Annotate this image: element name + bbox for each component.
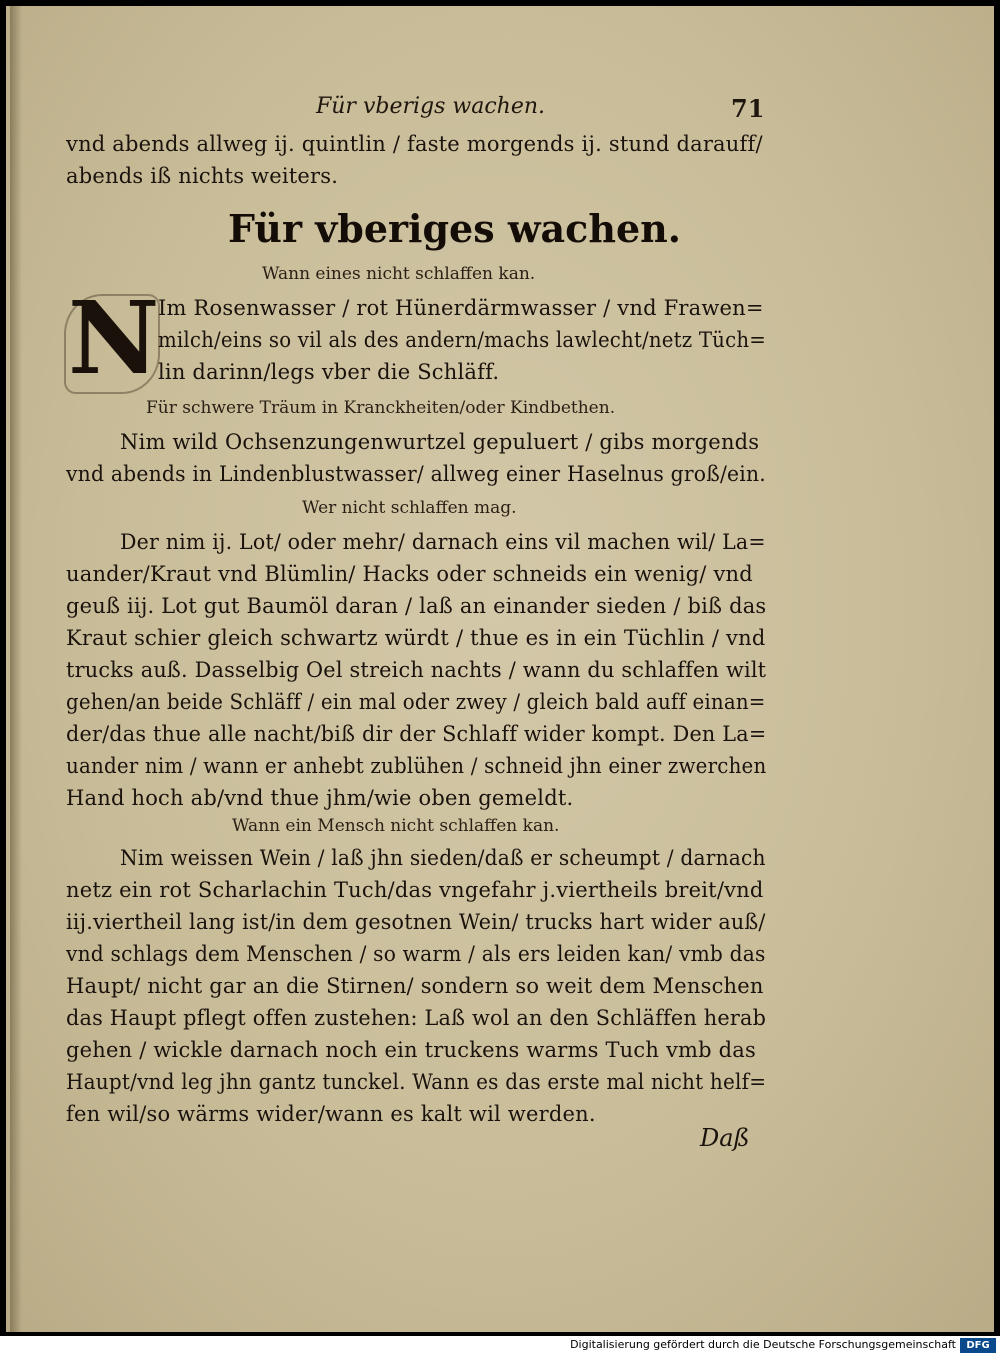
text-line: vnd abends in Lindenblustwasser/ allweg einer Haselnus groß/ein. <box>66 462 766 486</box>
text-line: Nim weissen Wein / laß jhn sieden/daß er scheumpt / darnach <box>120 846 766 870</box>
text-line: lin darinn/legs vber die Schläff. <box>158 360 500 384</box>
text-line: iij.viertheil lang ist/in dem gesotnen Wein/ trucks hart wider auß/ <box>66 910 766 934</box>
text-line: netz ein rot Scharlachin Tuch/das vngefahr j.viertheils breit/vnd <box>66 878 764 902</box>
text-line: Kraut schier gleich schwartz würdt / thue es in ein Tüchlin / vnd <box>66 626 766 650</box>
text-line: Nim wild Ochsenzungenwurtzel gepuluert / gibs morgends <box>120 430 760 454</box>
subheading: Wann ein Mensch nicht schlaffen kan. <box>232 816 560 836</box>
text-line: Der nim ij. Lot/ oder mehr/ darnach eins vil machen wil/ La= <box>120 530 766 554</box>
text-line: der/das thue alle nacht/biß dir der Schlaff wider kompt. Den La= <box>66 722 767 746</box>
text-line: uander nim / wann er anhebt zublühen / schneid jhn einer zwerchen <box>66 754 767 778</box>
dfg-logo-icon: DFG <box>960 1338 996 1353</box>
section-title: Für vberiges wachen. <box>228 206 681 251</box>
text-line: uander/Kraut vnd Blümlin/ Hacks oder schneids ein wenig/ vnd <box>66 562 753 586</box>
running-title: Für vberigs wachen. <box>316 94 546 119</box>
text-line: milch/eins so vil als des andern/machs lawlecht/netz Tüch= <box>158 328 766 352</box>
text-line: fen wil/so wärms wider/wann es kalt wil werden. <box>66 1102 596 1126</box>
text-line: Haupt/vnd leg jhn gantz tunckel. Wann es das erste mal nicht helf= <box>66 1070 767 1094</box>
text-line: vnd abends allweg ij. quintlin / faste morgends ij. stund darauff/ <box>66 132 763 156</box>
footer-credit: Digitalisierung gefördert durch die Deutsche Forschungsgemeinschaft <box>570 1338 956 1351</box>
subheading: Wer nicht schlaffen mag. <box>302 498 517 518</box>
text-line: Haupt/ nicht gar an die Stirnen/ sondern so weit dem Menschen <box>66 974 764 998</box>
book-page <box>6 6 994 1332</box>
text-line: das Haupt pflegt offen zustehen: Laß wol an den Schläffen herab <box>66 1006 767 1030</box>
catchword: Daß <box>700 1124 750 1152</box>
subheading: Für schwere Träum in Kranckheiten/oder Kindbethen. <box>146 398 616 418</box>
text-line: vnd schlags dem Menschen / so warm / als ers leiden kan/ vmb das <box>66 942 766 966</box>
subheading: Wann eines nicht schlaffen kan. <box>262 264 536 284</box>
text-line: Im Rosenwasser / rot Hünerdärmwasser / vnd Frawen= <box>158 296 764 320</box>
text-line: trucks auß. Dasselbig Oel streich nachts / wann du schlaffen wilt <box>66 658 767 682</box>
text-line: abends iß nichts weiters. <box>66 164 339 188</box>
footer-bar <box>0 1336 1000 1356</box>
page-number: 71 <box>731 94 765 123</box>
text-line: geuß iij. Lot gut Baumöl daran / laß an einander sieden / biß das <box>66 594 767 618</box>
drop-cap-initial: N <box>68 279 160 397</box>
text-line: Hand hoch ab/vnd thue jhm/wie oben gemeldt. <box>66 786 574 810</box>
text-line: gehen / wickle darnach noch ein truckens warms Tuch vmb das <box>66 1038 756 1062</box>
text-line: gehen/an beide Schläff / ein mal oder zwey / gleich bald auff einan= <box>66 690 766 714</box>
